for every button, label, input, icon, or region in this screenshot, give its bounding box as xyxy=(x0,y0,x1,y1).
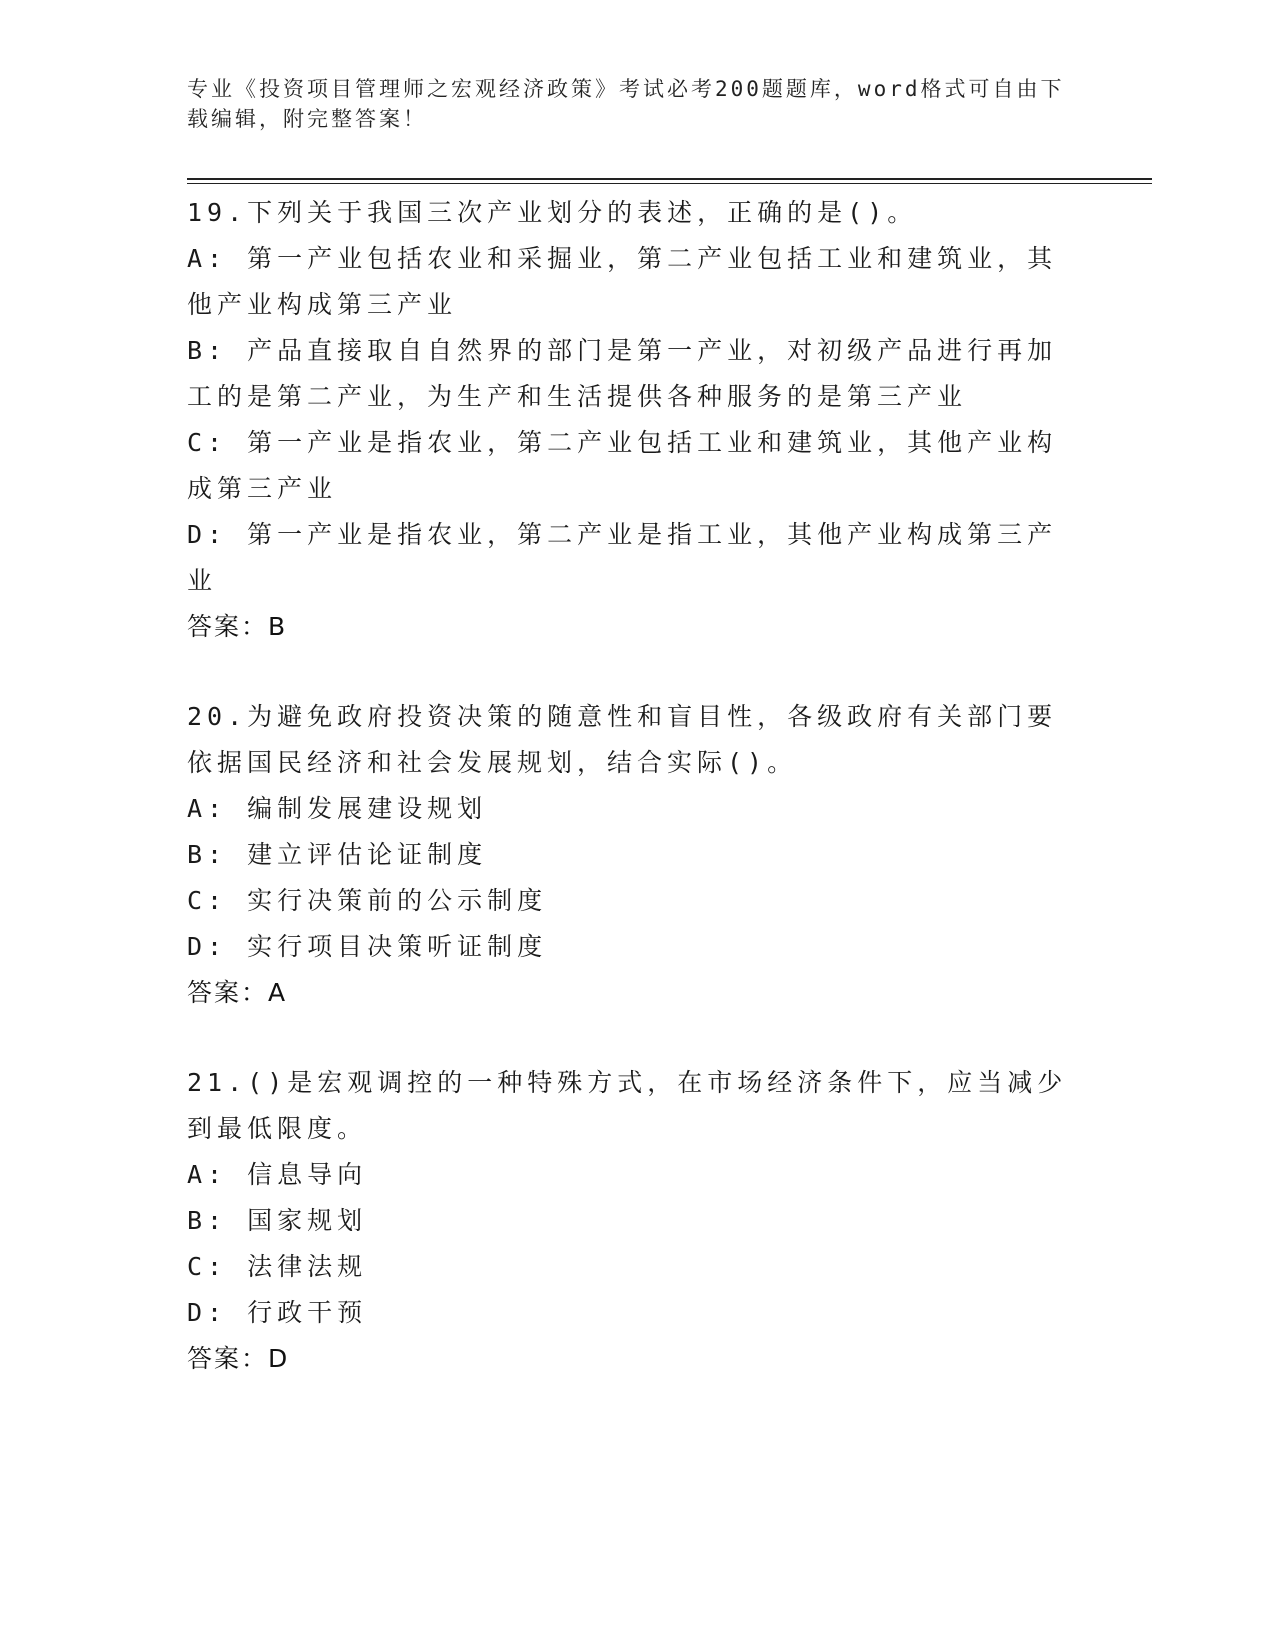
option-c: C: 第一产业是指农业，第二产业包括工业和建筑业，其他产业构成第三产业 xyxy=(187,428,1058,503)
question-19 xyxy=(187,190,1077,650)
header-divider-thin xyxy=(187,183,1152,184)
document-header: 专业《投资项目管理师之宏观经济政策》考试必考200题题库，word格式可自由下载编辑，附完整答案！ xyxy=(187,77,1065,131)
option-c: C: 法律法规 xyxy=(187,1252,368,1281)
option-a: A: 编制发展建设规划 xyxy=(187,794,488,823)
question-stem: 20.为避免政府投资决策的随意性和盲目性，各级政府有关部门要依据国民经济和社会发展规划，结合实际()。 xyxy=(187,702,1058,777)
header-divider xyxy=(187,178,1152,180)
option-b: B: 建立评估论证制度 xyxy=(187,840,488,869)
answer-line: 答案：D xyxy=(187,1344,290,1373)
option-d: D: 实行项目决策听证制度 xyxy=(187,932,548,961)
option-d: D: 第一产业是指农业，第二产业是指工业，其他产业构成第三产业 xyxy=(187,520,1058,595)
option-c: C: 实行决策前的公示制度 xyxy=(187,886,548,915)
question-21 xyxy=(187,1060,1077,1382)
answer-line: 答案：A xyxy=(187,978,288,1007)
answer-line: 答案：B xyxy=(187,612,288,641)
question-list xyxy=(187,190,1077,1426)
question-20 xyxy=(187,694,1077,1016)
question-stem: 21.()是宏观调控的一种特殊方式，在市场经济条件下，应当减少到最低限度。 xyxy=(187,1068,1068,1143)
question-stem: 19.下列关于我国三次产业划分的表述，正确的是()。 xyxy=(187,198,918,227)
option-b: B: 国家规划 xyxy=(187,1206,368,1235)
option-a: A: 第一产业包括农业和采掘业，第二产业包括工业和建筑业，其他产业构成第三产业 xyxy=(187,244,1058,319)
option-a: A: 信息导向 xyxy=(187,1160,368,1189)
option-b: B: 产品直接取自自然界的部门是第一产业，对初级产品进行再加工的是第二产业，为生产和生活提供各种服务的是第三产业 xyxy=(187,336,1058,411)
option-d: D: 行政干预 xyxy=(187,1298,368,1327)
